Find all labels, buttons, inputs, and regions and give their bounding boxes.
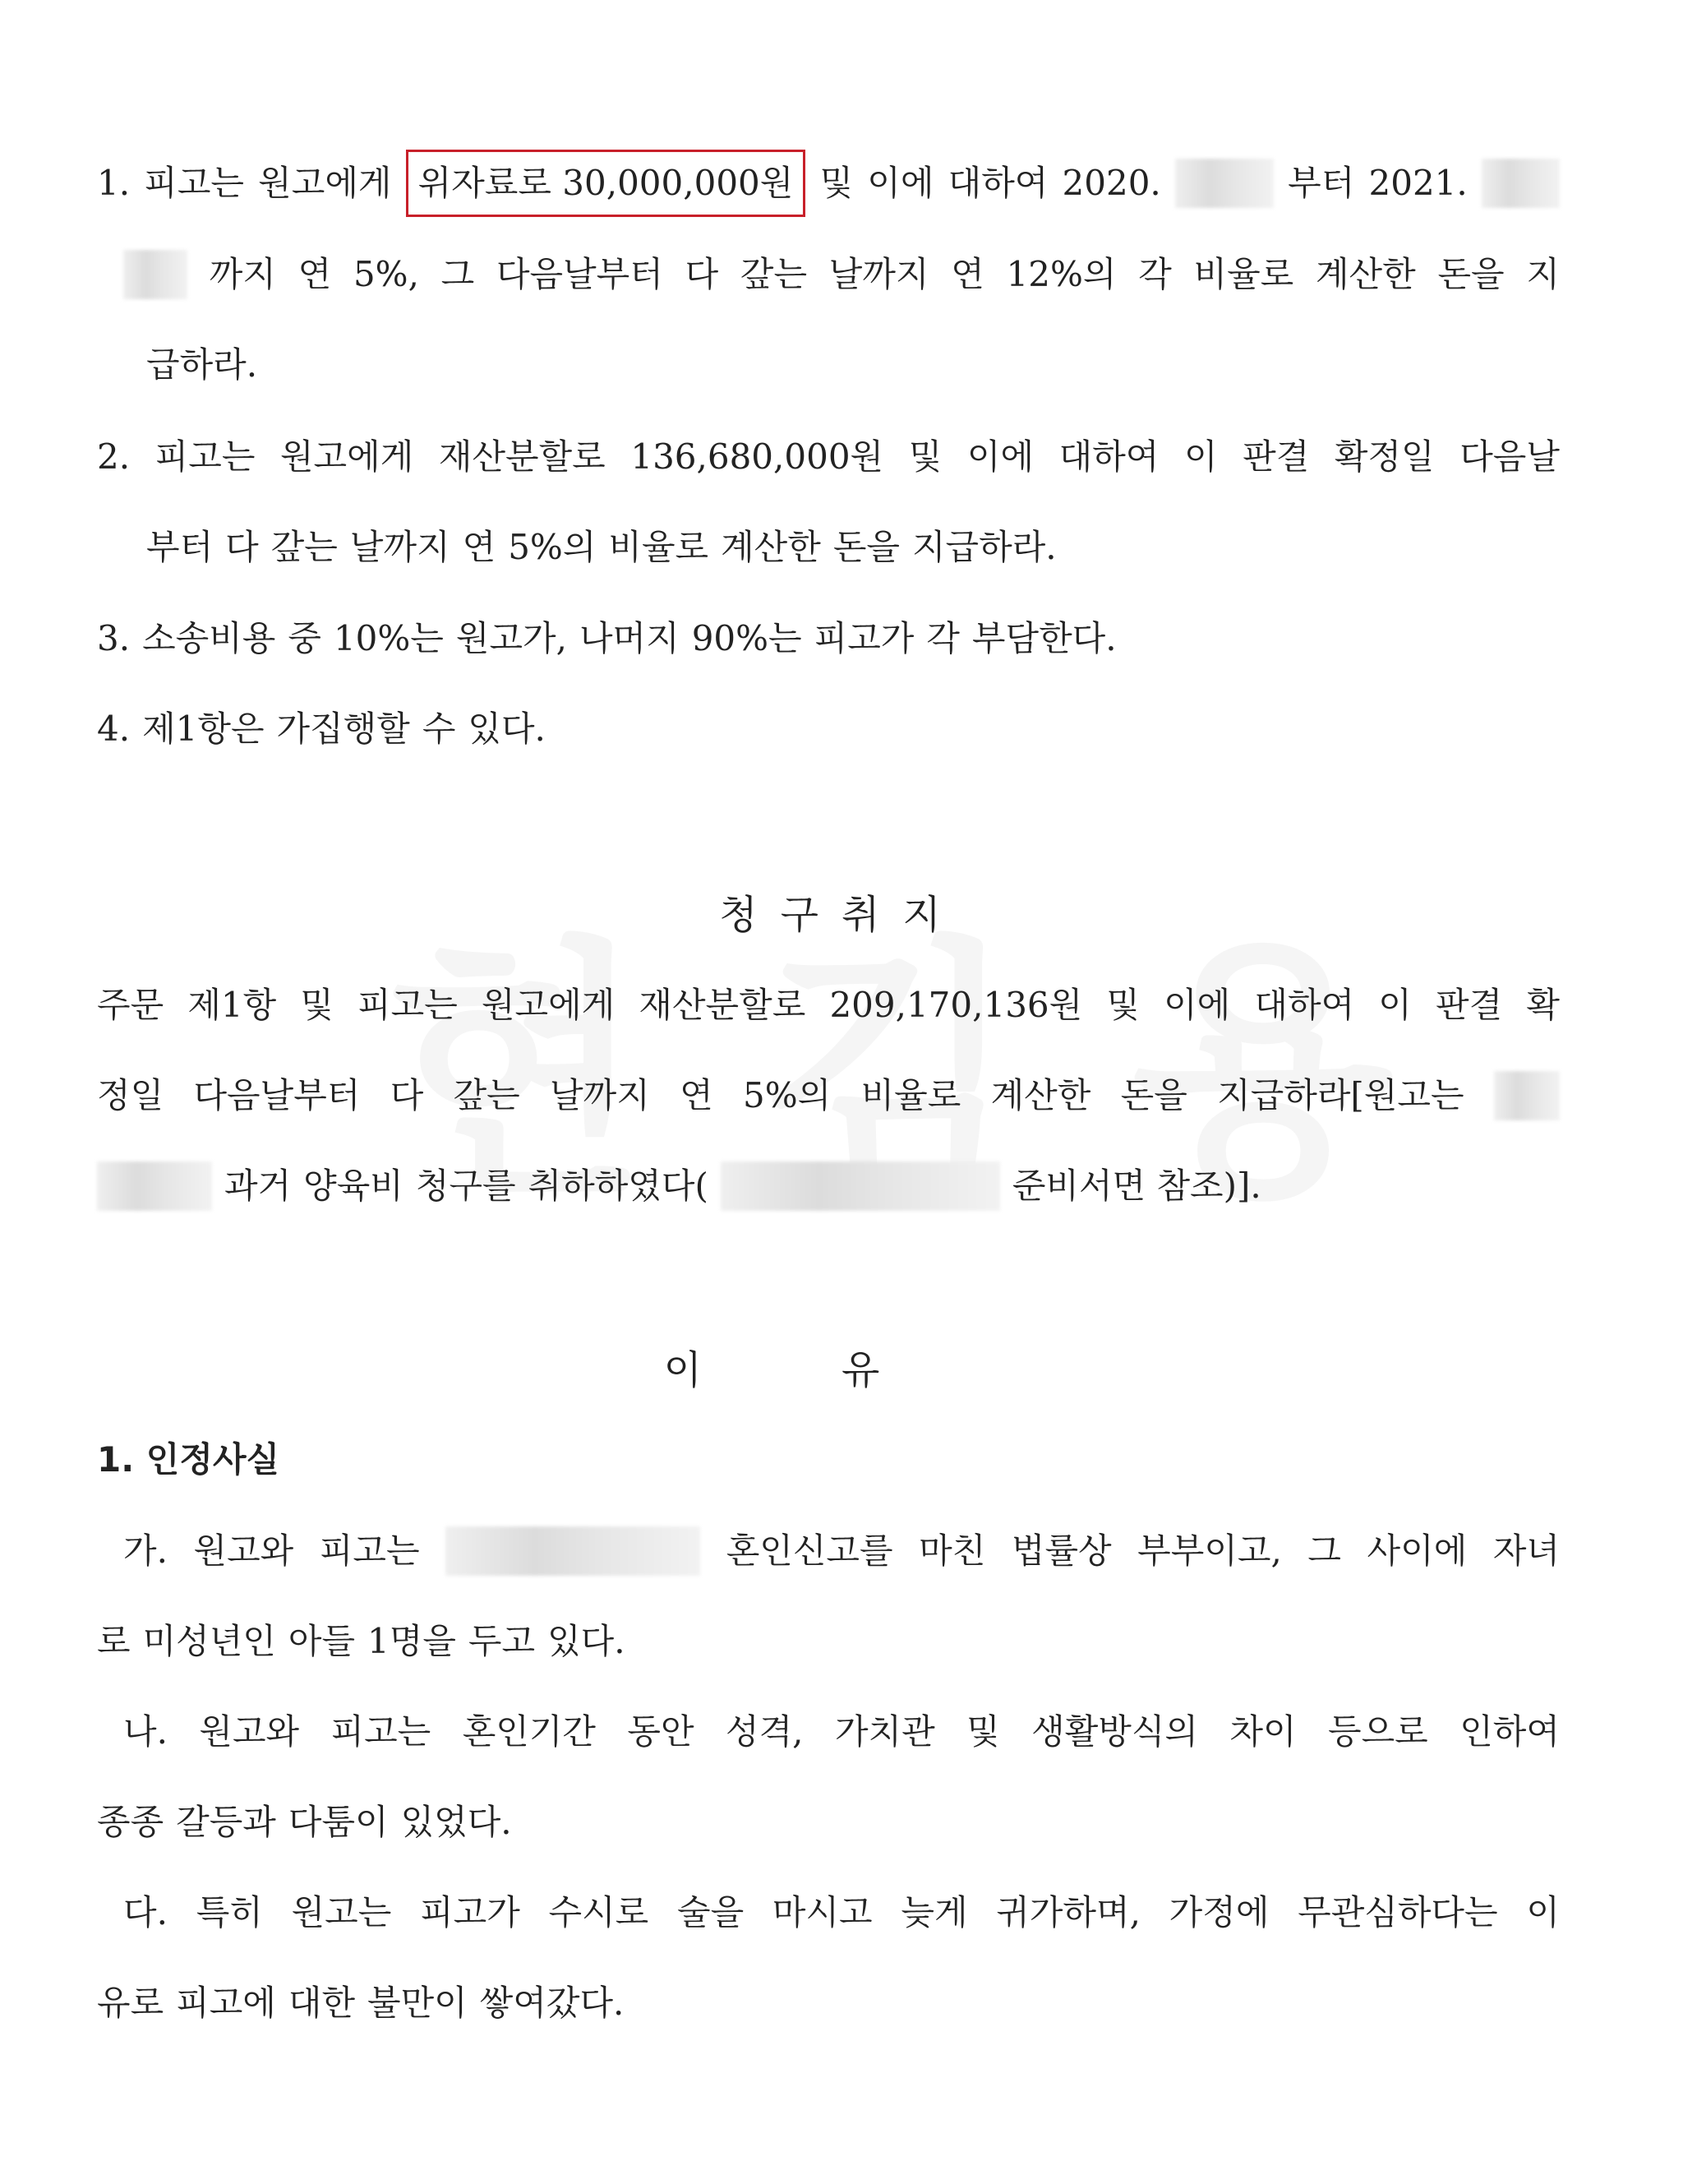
para-na-line-2: [97, 1798, 1560, 1847]
word: 가치관: [834, 1711, 935, 1752]
word: 피고가: [814, 618, 915, 658]
word: 중: [288, 618, 321, 658]
word: 원고와: [193, 1531, 294, 1571]
word: 주문: [97, 985, 164, 1025]
word: 늦게: [901, 1892, 968, 1932]
word: 비율로: [1193, 254, 1294, 294]
word: 양육비: [303, 1166, 403, 1206]
word: 자녀: [1492, 1531, 1560, 1571]
word: 및: [300, 985, 334, 1025]
order-item-1-line-1: [97, 159, 1560, 208]
word: 및: [966, 1711, 1000, 1752]
word: 그: [440, 254, 475, 294]
word: 판결: [1243, 436, 1310, 477]
word: 연: [951, 254, 984, 294]
para-na-line-1: [123, 1707, 1560, 1757]
word: 대하여: [1254, 985, 1355, 1025]
word: 5%의: [743, 1075, 832, 1115]
word: 마시고: [772, 1892, 873, 1932]
claim-line-2: [97, 1071, 1560, 1120]
word: 및: [908, 436, 943, 477]
word: 무관심하다는: [1298, 1892, 1498, 1932]
word: 이: [1183, 436, 1218, 477]
word: 5%의: [508, 527, 597, 567]
word: 갈등과: [176, 1802, 276, 1842]
word: 두고: [468, 1621, 536, 1661]
word: 원고에게: [481, 985, 616, 1025]
word: 성격,: [726, 1711, 804, 1752]
word: 원고가,: [455, 618, 567, 658]
claim-line-1: [97, 981, 1560, 1030]
word: 사이에: [1367, 1531, 1468, 1571]
word: 나.: [123, 1711, 168, 1752]
word: 미성년인: [142, 1621, 276, 1661]
word: 4.: [97, 709, 131, 749]
word: 부터: [1288, 163, 1355, 203]
redacted-text: [97, 1161, 212, 1211]
word: 생활방식의: [1031, 1711, 1198, 1752]
order-item-2-line-2: [146, 523, 1560, 572]
word: 계산한: [990, 1075, 1091, 1115]
order-item-4: [97, 704, 1560, 754]
word: 날까지: [828, 254, 929, 294]
word: 정일: [97, 1075, 164, 1115]
word: 대한: [288, 1983, 356, 2023]
word: 계산한: [721, 527, 821, 567]
word: 피고는: [144, 163, 244, 203]
word: 이에: [1164, 985, 1231, 1025]
word: 재산분할로: [639, 985, 806, 1025]
word: 이에: [966, 436, 1035, 477]
word: 제1항은: [142, 709, 265, 749]
word: 부담한다.: [971, 618, 1117, 658]
word: 청구를: [415, 1166, 516, 1206]
word: 나머지: [579, 618, 680, 658]
word: 136,680,000원: [630, 436, 884, 477]
word: 돈을: [832, 527, 900, 567]
word: 원고는: [291, 1892, 392, 1932]
order-item-3: [97, 614, 1560, 663]
word: 특히: [196, 1892, 263, 1932]
word: 날까지: [550, 1075, 650, 1115]
word: 원고에게: [258, 163, 392, 203]
word: 갚는: [270, 527, 338, 567]
word: 혼인신고를: [726, 1531, 893, 1571]
word: 돈을: [1437, 254, 1505, 294]
word: 원고에게: [279, 436, 414, 477]
word: 돈을: [1120, 1075, 1187, 1115]
word: 판결: [1436, 985, 1503, 1025]
section-title: 1. 인정사실: [97, 1439, 280, 1480]
word: 다.: [123, 1892, 168, 1932]
word: 제1항: [187, 985, 277, 1025]
word: 각: [926, 618, 960, 658]
word: 가.: [123, 1531, 168, 1571]
word: 확: [1526, 985, 1560, 1025]
word: 까지: [209, 254, 276, 294]
word: 있었다.: [400, 1802, 512, 1842]
word: 확정일: [1334, 436, 1435, 477]
word: 날까지: [349, 527, 450, 567]
para-ga-line-2: [97, 1617, 1560, 1666]
para-da-line-1: [123, 1888, 1560, 1937]
word: 가집행할: [276, 709, 410, 749]
word: 혼인기간: [462, 1711, 596, 1752]
word: 12%의: [1006, 254, 1117, 294]
word: 연: [680, 1075, 713, 1115]
word: 준비서면 참조)].: [1012, 1166, 1261, 1206]
order-item-2-line-1: [97, 432, 1560, 482]
para-ga-line-1: [123, 1526, 1560, 1576]
word: 인하여: [1459, 1711, 1560, 1752]
word: 동안: [627, 1711, 694, 1752]
word: 피고는: [319, 1531, 420, 1571]
word: 로: [97, 1621, 131, 1661]
word: 2021.: [1368, 163, 1468, 203]
word: 연: [297, 254, 332, 294]
word: 등으로: [1328, 1711, 1428, 1752]
word: 비율로: [608, 527, 709, 567]
word: 피고는: [330, 1711, 431, 1752]
redacted-date: [1482, 159, 1560, 208]
claim-line-3: [97, 1161, 1560, 1211]
word: 갚는: [740, 254, 808, 294]
word: 1명을: [367, 1621, 456, 1661]
word: 및: [819, 163, 854, 203]
word: 대하여: [1058, 436, 1160, 477]
word: 아들: [288, 1621, 356, 1661]
word: 마친: [919, 1531, 986, 1571]
word: 이: [1378, 985, 1412, 1025]
word: 5%,: [353, 254, 419, 294]
word: 다툼이: [288, 1802, 389, 1842]
word: 대하여: [948, 163, 1049, 203]
word: 그: [1307, 1531, 1341, 1571]
word: 비율로: [860, 1075, 961, 1115]
word: 이에: [867, 163, 934, 203]
word: 209,170,136원: [829, 985, 1083, 1025]
reason-heading: 이유: [663, 1347, 1020, 1393]
word: 지급하라[원고는: [1217, 1075, 1464, 1115]
word: 3.: [97, 618, 131, 658]
word: 부터: [146, 527, 214, 567]
word: 부부이고,: [1137, 1531, 1282, 1571]
word: 귀가하며,: [996, 1892, 1141, 1932]
word: 연: [462, 527, 496, 567]
word: 수: [422, 709, 456, 749]
word: 피고는: [154, 436, 256, 477]
para-da-line-2: [97, 1979, 1560, 2028]
word: 지: [1526, 254, 1560, 294]
word: 소송비용: [142, 618, 276, 658]
word: 피고는: [357, 985, 458, 1025]
word: 지급하라.: [911, 527, 1057, 567]
order-item-1-line-2: [123, 250, 1560, 299]
word: 쌓여갔다.: [479, 1983, 625, 2023]
word: 다음날: [1459, 436, 1560, 477]
word: 법률상: [1011, 1531, 1112, 1571]
item-number: 1.: [97, 163, 131, 203]
word: 각: [1138, 254, 1172, 294]
redacted-text: [721, 1161, 1000, 1211]
word: 다: [390, 1075, 424, 1115]
word: 있다.: [547, 1621, 625, 1661]
word: 가정에: [1169, 1892, 1270, 1932]
word: 유로: [97, 1983, 164, 2023]
word: 취하하였다(: [528, 1166, 708, 1206]
word: 10%는: [333, 618, 444, 658]
word: 이: [1526, 1892, 1560, 1932]
word: 재산분할로: [438, 436, 606, 477]
word: 차이: [1229, 1711, 1297, 1752]
claim-heading: 청구취지: [719, 892, 964, 938]
word: 술을: [677, 1892, 745, 1932]
word: 피고가: [420, 1892, 520, 1932]
word: 급하라.: [146, 344, 258, 385]
word: 다: [225, 527, 259, 567]
word: 피고에: [176, 1983, 276, 2023]
word: 다: [685, 254, 719, 294]
word: 및: [1106, 985, 1140, 1025]
word: 다음날부터: [193, 1075, 361, 1115]
redacted-date: [1175, 159, 1274, 208]
word: 수시로: [548, 1892, 649, 1932]
word: 계산한: [1315, 254, 1416, 294]
word: 있다.: [468, 709, 546, 749]
word: 원고와: [199, 1711, 300, 1752]
word: 다음날부터: [496, 254, 663, 294]
redacted-date: [123, 250, 187, 299]
redacted-text: [445, 1526, 700, 1576]
order-item-1-line-3: [146, 340, 1560, 390]
redacted-text: [1494, 1071, 1560, 1120]
word: 종종: [97, 1802, 164, 1842]
word: 2020.: [1062, 163, 1161, 203]
word: 불만이: [367, 1983, 468, 2023]
highlighted-damages-amount: 위자료로 30,000,000원: [406, 150, 806, 217]
word: 과거: [224, 1166, 292, 1206]
word: 갚는: [453, 1075, 520, 1115]
word: 90%는: [691, 618, 802, 658]
word: 2.: [97, 436, 131, 477]
